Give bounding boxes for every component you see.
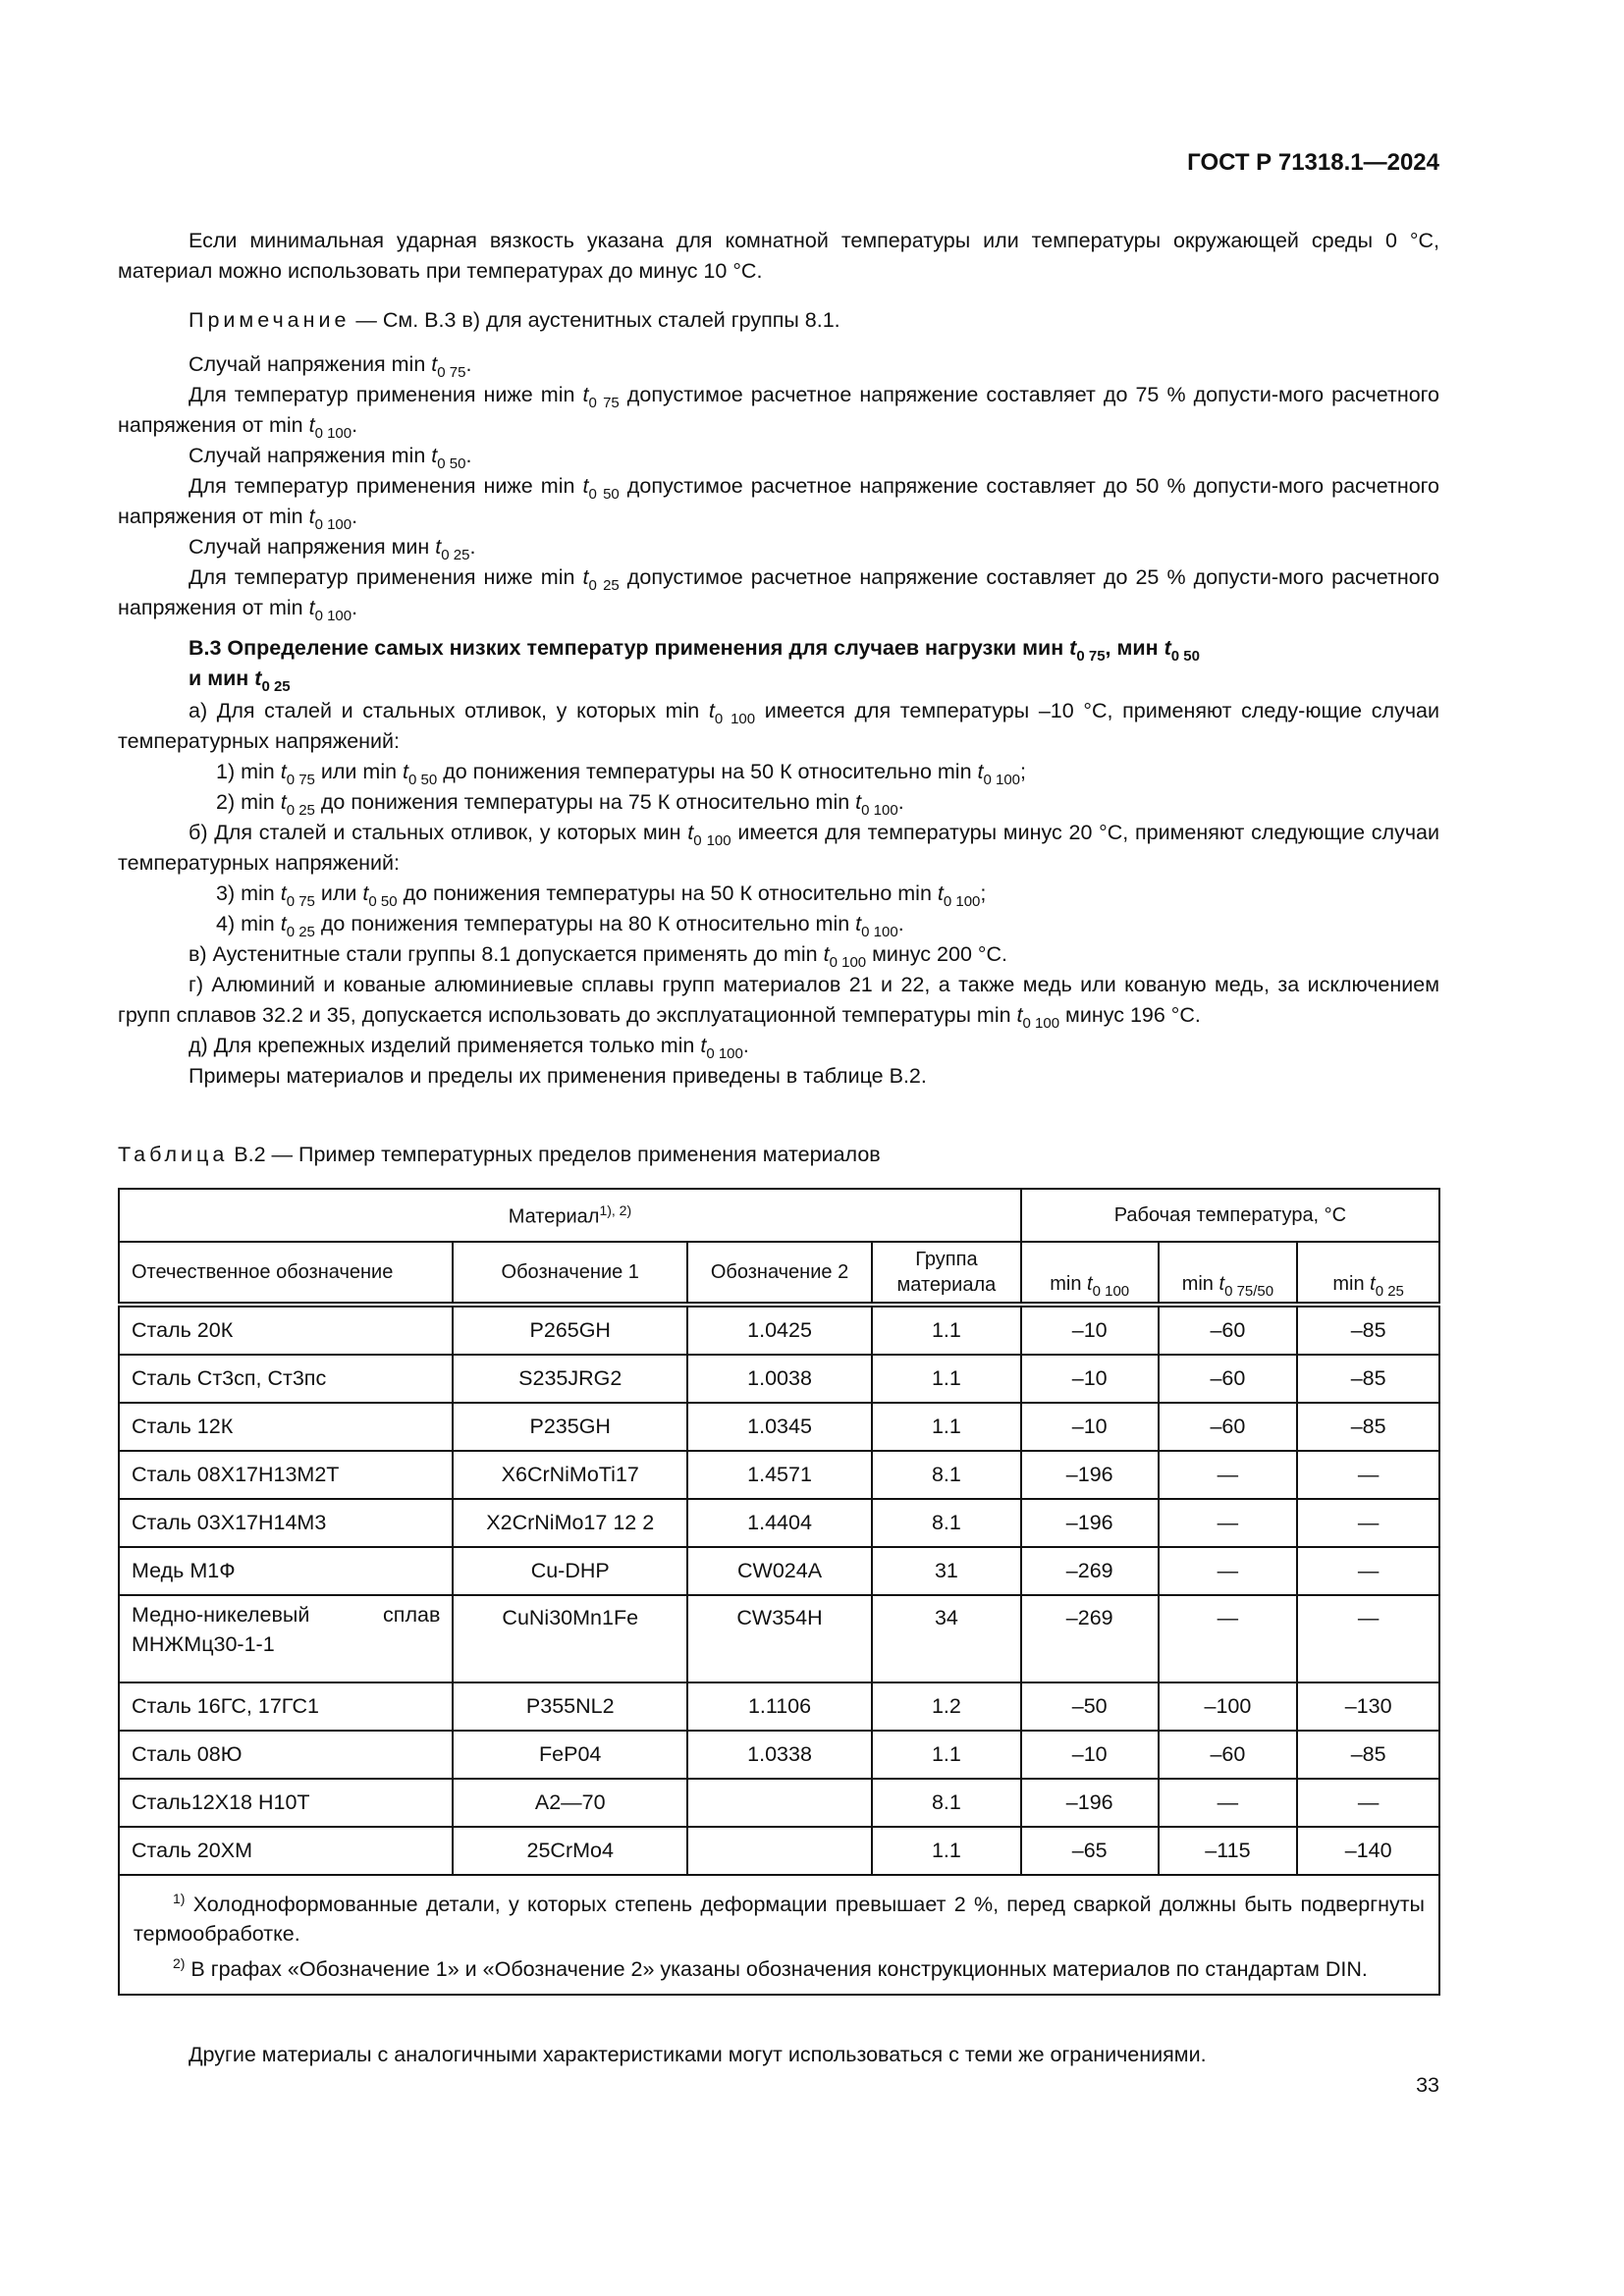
- table-cell: —: [1297, 1499, 1439, 1547]
- table-cell: CW024A: [687, 1547, 872, 1595]
- table-cell: —: [1159, 1451, 1298, 1499]
- table-cell: 1.0425: [687, 1305, 872, 1355]
- subscript: 0 100: [861, 802, 898, 819]
- column-header: Обозначение 1: [453, 1242, 687, 1305]
- text-run: min: [1050, 1273, 1088, 1295]
- table-cell: –85: [1297, 1305, 1439, 1355]
- subscript: 0 100: [1092, 1283, 1130, 1300]
- table-row: [119, 1547, 1439, 1595]
- subscript: 0 100: [693, 832, 731, 849]
- table-cell: –10: [1021, 1403, 1159, 1451]
- table-cell: –115: [1159, 1827, 1298, 1875]
- symbol-t: t: [687, 821, 694, 844]
- table-cell: Сталь 12К: [119, 1403, 453, 1451]
- subscript: 0 100: [1022, 1015, 1060, 1032]
- table-cell: Сталь12Х18 Н10Т: [119, 1779, 453, 1827]
- note-label: Примечание: [189, 308, 351, 332]
- table-cell: 8.1: [872, 1451, 1021, 1499]
- symbol-t: t: [1370, 1273, 1376, 1295]
- subscript: 0 100: [314, 516, 352, 533]
- section-b3-title: [118, 633, 1439, 694]
- symbol-t: t: [280, 912, 287, 935]
- text-run: 1) min: [216, 760, 281, 783]
- symbol-t: t: [708, 699, 715, 722]
- paragraph-text: Если минимальная ударная вязкость указана для комнатной температуры или температуры окружающей среды 0 °С, материал можно использовать при температурах до минус 10 °С.: [118, 229, 1439, 283]
- symbol-t: t: [1087, 1273, 1093, 1295]
- text-run: допустимое расчетное напряжение составляет до 75 % допусти-мого расчетного напряжения от min: [118, 383, 1440, 437]
- text-run: б) Для сталей и стальных отливок, у которых мин: [189, 821, 688, 844]
- table-row: [119, 1779, 1439, 1827]
- case-line: [118, 349, 1439, 380]
- table-cell: 1.1: [872, 1355, 1021, 1403]
- text-run: .: [465, 444, 472, 467]
- subscript: 0 100: [983, 772, 1021, 788]
- case-line: [118, 562, 1439, 623]
- symbol-t: t: [280, 790, 287, 814]
- text-run: Для температур применения ниже min: [189, 383, 583, 406]
- table-cell: –60: [1159, 1731, 1298, 1779]
- subscript: 0 50: [1170, 648, 1200, 665]
- text-run: .: [352, 413, 358, 437]
- table-cell: 1.2: [872, 1682, 1021, 1731]
- table-cell: –100: [1159, 1682, 1298, 1731]
- subscript: 0 25: [286, 924, 315, 940]
- table-cell: –65: [1021, 1827, 1159, 1875]
- symbol-t: t: [308, 413, 315, 437]
- table-cell: 1.0345: [687, 1403, 872, 1451]
- table-cell: [687, 1779, 872, 1827]
- footnote: $^{2)}$ В графах «Обозначение 1» и «Обозначение 2» указаны обозначения конструкционных материалов по стандартам DIN.: [173, 1955, 1368, 1982]
- text-run: до понижения температуры на 80 К относительно min: [314, 912, 856, 935]
- page-number: 33: [1416, 2073, 1439, 2097]
- subscript: 0 100: [314, 425, 352, 442]
- table-cell: 1.1: [872, 1403, 1021, 1451]
- text-run: г) Алюминий и кованые алюминиевые сплавы групп материалов 21 и 22, а также медь или кованую медь, за исключением групп сплавов 32.2 и 35, допускается использовать до эксплуатационной температуры min: [118, 973, 1439, 1027]
- text-run: 4) min: [216, 912, 281, 935]
- text-run: Примеры материалов и пределы их применения приведены в таблице В.2.: [189, 1064, 927, 1088]
- table-cell: –60: [1159, 1305, 1298, 1355]
- table-cell: –85: [1297, 1355, 1439, 1403]
- symbol-t: t: [362, 881, 369, 905]
- subscript: 0 75: [286, 772, 315, 788]
- symbol-t: t: [977, 760, 984, 783]
- paragraph: [118, 939, 1439, 970]
- text-run: и мин: [189, 667, 255, 690]
- subscript: 0 75: [286, 893, 315, 910]
- table-cell: —: [1297, 1595, 1439, 1682]
- symbol-t: t: [435, 535, 442, 559]
- table-cell: 1.0338: [687, 1731, 872, 1779]
- text-run: Случай напряжения min: [189, 444, 432, 467]
- text-run: .: [897, 790, 904, 814]
- header-material: Материал$^{1), 2)}$: [119, 1189, 1021, 1242]
- table-cell: –50: [1021, 1682, 1159, 1731]
- stress-cases: [118, 349, 1439, 623]
- subscript: 0 75: [588, 395, 620, 411]
- symbol-t: t: [855, 790, 862, 814]
- table-cell: 1.4571: [687, 1451, 872, 1499]
- symbol-t: t: [308, 596, 315, 619]
- materials-table: [118, 1188, 1440, 1996]
- table-cell: —: [1159, 1547, 1298, 1595]
- table-cell: P355NL2: [453, 1682, 687, 1731]
- column-header-temp: [1021, 1242, 1159, 1305]
- column-header-temp: [1159, 1242, 1298, 1305]
- case-line: [118, 441, 1439, 471]
- table-cell: Сталь 16ГС, 17ГС1: [119, 1682, 453, 1731]
- column-header: Обозначение 2: [687, 1242, 872, 1305]
- symbol-t: t: [403, 760, 409, 783]
- text-run: min: [1181, 1273, 1219, 1295]
- subscript: 0 25: [286, 802, 315, 819]
- paragraph-impact: [118, 226, 1439, 287]
- table-cell: Cu-DHP: [453, 1547, 687, 1595]
- table-cell: 1.1: [872, 1305, 1021, 1355]
- table-cell: 34: [872, 1595, 1021, 1682]
- table-cell: A2—70: [453, 1779, 687, 1827]
- table-cell: X6CrNiMoTi17: [453, 1451, 687, 1499]
- text-run: Для температур применения ниже min: [189, 565, 583, 589]
- table-cell: 1.4404: [687, 1499, 872, 1547]
- subscript: 0 25: [261, 678, 291, 695]
- column-header: Группа материала: [872, 1242, 1021, 1305]
- paragraph: [118, 1031, 1439, 1061]
- symbol-t: t: [1164, 636, 1171, 660]
- table-footnotes: [119, 1875, 1439, 1995]
- table-cell: —: [1159, 1499, 1298, 1547]
- subscript: 0 75: [1076, 648, 1106, 665]
- section-b3-body: [118, 696, 1439, 1092]
- paragraph: [118, 970, 1439, 1031]
- table-cell: 1.1106: [687, 1682, 872, 1731]
- subscript: 0 50: [437, 455, 466, 472]
- symbol-t: t: [855, 912, 862, 935]
- table-row: [119, 1682, 1439, 1731]
- text-run: имеется для температуры –10 °С, применяют следу-ющие случаи температурных напряжений:: [118, 699, 1439, 753]
- table-cell: 8.1: [872, 1499, 1021, 1547]
- text-run: .: [469, 535, 476, 559]
- text-run: .: [352, 596, 358, 619]
- list-item: [118, 787, 1439, 818]
- table-row: [119, 1499, 1439, 1547]
- text-run: в) Аустенитные стали группы 8.1 допускается применять до min: [189, 942, 824, 966]
- note: [118, 305, 1439, 336]
- subscript: 0 100: [861, 924, 898, 940]
- table-row: [119, 1595, 1439, 1682]
- table-cell: —: [1297, 1451, 1439, 1499]
- column-header: Отечественное обозначение: [119, 1242, 453, 1305]
- symbol-t: t: [431, 352, 438, 376]
- case-line: [118, 471, 1439, 532]
- table-cell: Медь М1Ф: [119, 1547, 453, 1595]
- table-row: [119, 1827, 1439, 1875]
- text-run: Случай напряжения мин: [189, 535, 436, 559]
- table-cell: 1.1: [872, 1827, 1021, 1875]
- text-run: а) Для сталей и стальных отливок, у которых min: [189, 699, 709, 722]
- text-run: допустимое расчетное напряжение составляет до 25 % допусти-мого расчетного напряжения от min: [118, 565, 1440, 619]
- table-caption: Таблица В.2 — Пример температурных пределов применения материалов: [118, 1143, 881, 1166]
- symbol-t: t: [582, 565, 589, 589]
- table-cell: –10: [1021, 1731, 1159, 1779]
- table-cell: –130: [1297, 1682, 1439, 1731]
- table-row: [119, 1451, 1439, 1499]
- text-run: имеется для температуры минус 20 °С, применяют следующие случаи температурных напряжений:: [118, 821, 1440, 875]
- text-run: .: [352, 505, 358, 528]
- table-cell: –85: [1297, 1403, 1439, 1451]
- text-run: до понижения температуры на 50 К относительно min: [437, 760, 978, 783]
- table-cell: 8.1: [872, 1779, 1021, 1827]
- list-item: [118, 909, 1439, 939]
- text-run: до понижения температуры на 75 К относительно min: [314, 790, 856, 814]
- symbol-t: t: [582, 383, 589, 406]
- table-row: [119, 1355, 1439, 1403]
- text-run: .: [465, 352, 472, 376]
- symbol-t: t: [431, 444, 438, 467]
- text-run: 3) min: [216, 881, 281, 905]
- paragraph: [118, 818, 1439, 879]
- table-cell: Сталь 20ХМ: [119, 1827, 453, 1875]
- text-run: .: [742, 1034, 749, 1057]
- subscript: 0 100: [943, 893, 981, 910]
- table-cell: Сталь 08Х17Н13М2Т: [119, 1451, 453, 1499]
- table-cell: –196: [1021, 1451, 1159, 1499]
- footnote: $^{1)}$ Холодноформованные детали, у которых степень деформации превышает 2 %, перед сваркой должны быть подвергнуты термообработке.: [134, 1891, 1425, 1947]
- table-cell: –60: [1159, 1355, 1298, 1403]
- text-run: или: [314, 881, 363, 905]
- text-run: min: [1332, 1273, 1371, 1295]
- table-cell: P235GH: [453, 1403, 687, 1451]
- table-cell: –85: [1297, 1731, 1439, 1779]
- table-row: [119, 1403, 1439, 1451]
- table-cell: X2CrNiMo17 12 2: [453, 1499, 687, 1547]
- text-run: .: [897, 912, 904, 935]
- symbol-t: t: [1069, 636, 1077, 660]
- symbol-t: t: [308, 505, 315, 528]
- text-run: ;: [980, 881, 987, 905]
- table-cell: –60: [1159, 1403, 1298, 1451]
- list-item: [118, 757, 1439, 787]
- closing-paragraph: Другие материалы с аналогичными характеристиками могут использоваться с теми же ограничениями.: [189, 2043, 1207, 2066]
- table-cell: –196: [1021, 1779, 1159, 1827]
- text-run: д) Для крепежных изделий применяется только min: [189, 1034, 701, 1057]
- table-cell: S235JRG2: [453, 1355, 687, 1403]
- symbol-t: t: [582, 474, 589, 498]
- text-run: В.3 Определение самых низких температур применения для случаев нагрузки мин: [189, 636, 1070, 660]
- subscript: 0 100: [829, 954, 867, 971]
- table-cell: —: [1297, 1779, 1439, 1827]
- table-cell: CW354H: [687, 1595, 872, 1682]
- subscript: 0 100: [714, 711, 756, 727]
- table-cell: —: [1297, 1547, 1439, 1595]
- text-run: Для температур применения ниже min: [189, 474, 583, 498]
- table-cell: 1.1: [872, 1731, 1021, 1779]
- case-line: [118, 380, 1439, 441]
- subscript: 0 50: [588, 486, 620, 503]
- subscript: 0 50: [408, 772, 438, 788]
- subscript: 0 75: [437, 364, 466, 381]
- subscript: 0 25: [441, 547, 470, 563]
- table-cell: Сталь 08Ю: [119, 1731, 453, 1779]
- symbol-t: t: [1218, 1273, 1225, 1295]
- table-cell: –140: [1297, 1827, 1439, 1875]
- text-run: минус 196 °С.: [1059, 1003, 1201, 1027]
- symbol-t: t: [1016, 1003, 1023, 1027]
- symbol-t: t: [280, 760, 287, 783]
- table-cell: FeP04: [453, 1731, 687, 1779]
- symbol-t: t: [823, 942, 830, 966]
- table-cell: [687, 1827, 872, 1875]
- subscript: 0 25: [588, 577, 620, 594]
- table-cell: Сталь 20К: [119, 1305, 453, 1355]
- table-cell: P265GH: [453, 1305, 687, 1355]
- table-cell: –269: [1021, 1547, 1159, 1595]
- table-cell: —: [1159, 1779, 1298, 1827]
- text-run: минус 200 °С.: [866, 942, 1007, 966]
- note-text: — См. В.3 в) для аустенитных сталей группы 8.1.: [350, 308, 840, 332]
- table-cell: –10: [1021, 1355, 1159, 1403]
- subscript: 0 75/50: [1224, 1283, 1274, 1300]
- text-run: Случай напряжения min: [189, 352, 432, 376]
- table-cell: 25CrMo4: [453, 1827, 687, 1875]
- text-run: , мин: [1105, 636, 1164, 660]
- case-line: [118, 532, 1439, 562]
- subscript: 0 25: [1375, 1283, 1404, 1300]
- subscript: 0 100: [314, 608, 352, 624]
- table-cell: –10: [1021, 1305, 1159, 1355]
- table-cell: Медно-никелевый сплав МНЖМц30-1-1: [119, 1595, 453, 1682]
- table-row: [119, 1305, 1439, 1355]
- column-header-temp: [1297, 1242, 1439, 1305]
- text-run: или min: [314, 760, 404, 783]
- paragraph: [118, 1061, 1439, 1092]
- subscript: 0 100: [706, 1045, 743, 1062]
- table-cell: Сталь Ст3сп, Ст3пс: [119, 1355, 453, 1403]
- subscript: 0 50: [368, 893, 398, 910]
- table-row: [119, 1731, 1439, 1779]
- document-header: ГОСТ Р 71318.1—2024: [1187, 149, 1439, 176]
- text-run: до понижения температуры на 50 К относительно min: [397, 881, 938, 905]
- table-cell: –269: [1021, 1595, 1159, 1682]
- table-cell: –196: [1021, 1499, 1159, 1547]
- table-cell: 31: [872, 1547, 1021, 1595]
- table-cell: 1.0038: [687, 1355, 872, 1403]
- table-cell: CuNi30Mn1Fe: [453, 1595, 687, 1682]
- text-run: ;: [1020, 760, 1027, 783]
- list-item: [118, 879, 1439, 909]
- symbol-t: t: [254, 667, 262, 690]
- symbol-t: t: [280, 881, 287, 905]
- symbol-t: t: [700, 1034, 707, 1057]
- text-run: допустимое расчетное напряжение составляет до 50 % допусти-мого расчетного напряжения от min: [118, 474, 1440, 528]
- symbol-t: t: [937, 881, 944, 905]
- header-temperature: Рабочая температура, °С: [1021, 1189, 1439, 1242]
- paragraph: [118, 696, 1439, 757]
- table-cell: —: [1159, 1595, 1298, 1682]
- table-cell: Сталь 03Х17Н14М3: [119, 1499, 453, 1547]
- text-run: 2) min: [216, 790, 281, 814]
